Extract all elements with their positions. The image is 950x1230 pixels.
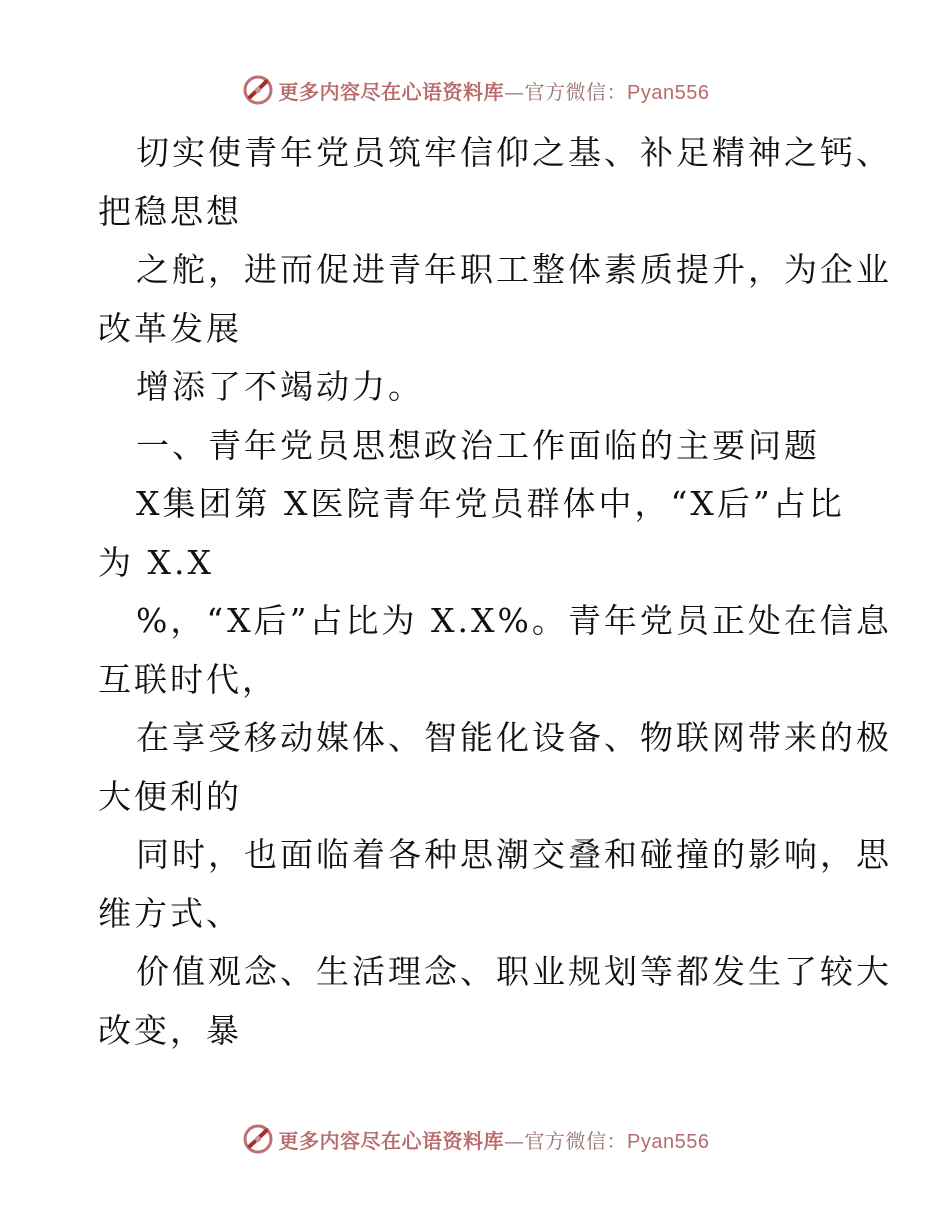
text-line: 增添了不竭动力。 xyxy=(136,367,424,406)
watermark-separator: — xyxy=(504,1128,525,1153)
watermark-brand: 更多内容尽在心语资料库 xyxy=(278,79,505,104)
text-line: 同时，也面临着各种思潮交叠和碰撞的影响，思 xyxy=(136,835,892,874)
watermark-brand: 更多内容尽在心语资料库 xyxy=(278,1128,505,1153)
watermark-official: 官方微信： xyxy=(524,79,628,104)
brand-logo-icon xyxy=(241,1122,275,1156)
text-line: 改变，暴 xyxy=(98,1010,242,1050)
document-body xyxy=(98,124,892,1060)
text-line: 一、青年党员思想政治工作面临的主要问题 xyxy=(136,425,820,465)
text-line: 大便利的 xyxy=(98,776,242,816)
text-line: %，“X后”占比为 X.X%。青年党员正处在信息 xyxy=(136,601,892,640)
text-line: 之舵，进而促进青年职工整体素质提升，为企业 xyxy=(136,250,892,289)
text-line: X集团第 X医院青年党员群体中，“X后”占比 xyxy=(136,484,845,523)
text-line: 维方式、 xyxy=(98,893,242,933)
footer-watermark xyxy=(0,1119,950,1159)
watermark-official: 官方微信： xyxy=(524,1128,628,1153)
text-line: 互联时代， xyxy=(98,659,278,699)
brand-logo-icon xyxy=(241,73,275,107)
watermark-separator: — xyxy=(504,79,525,104)
header-watermark xyxy=(0,70,950,110)
text-line: 为 X.X xyxy=(98,542,214,582)
text-line: 在享受移动媒体、智能化设备、物联网带来的极 xyxy=(136,718,892,757)
text-line: 改革发展 xyxy=(98,308,242,348)
watermark-id: Pyan556 xyxy=(627,1130,710,1153)
watermark-id: Pyan556 xyxy=(627,81,710,104)
text-line: 切实使青年党员筑牢信仰之基、补足精神之钙、 xyxy=(136,133,892,172)
text-line: 把稳思想 xyxy=(98,191,242,231)
text-line: 价值观念、生活理念、职业规划等都发生了较大 xyxy=(136,952,892,991)
